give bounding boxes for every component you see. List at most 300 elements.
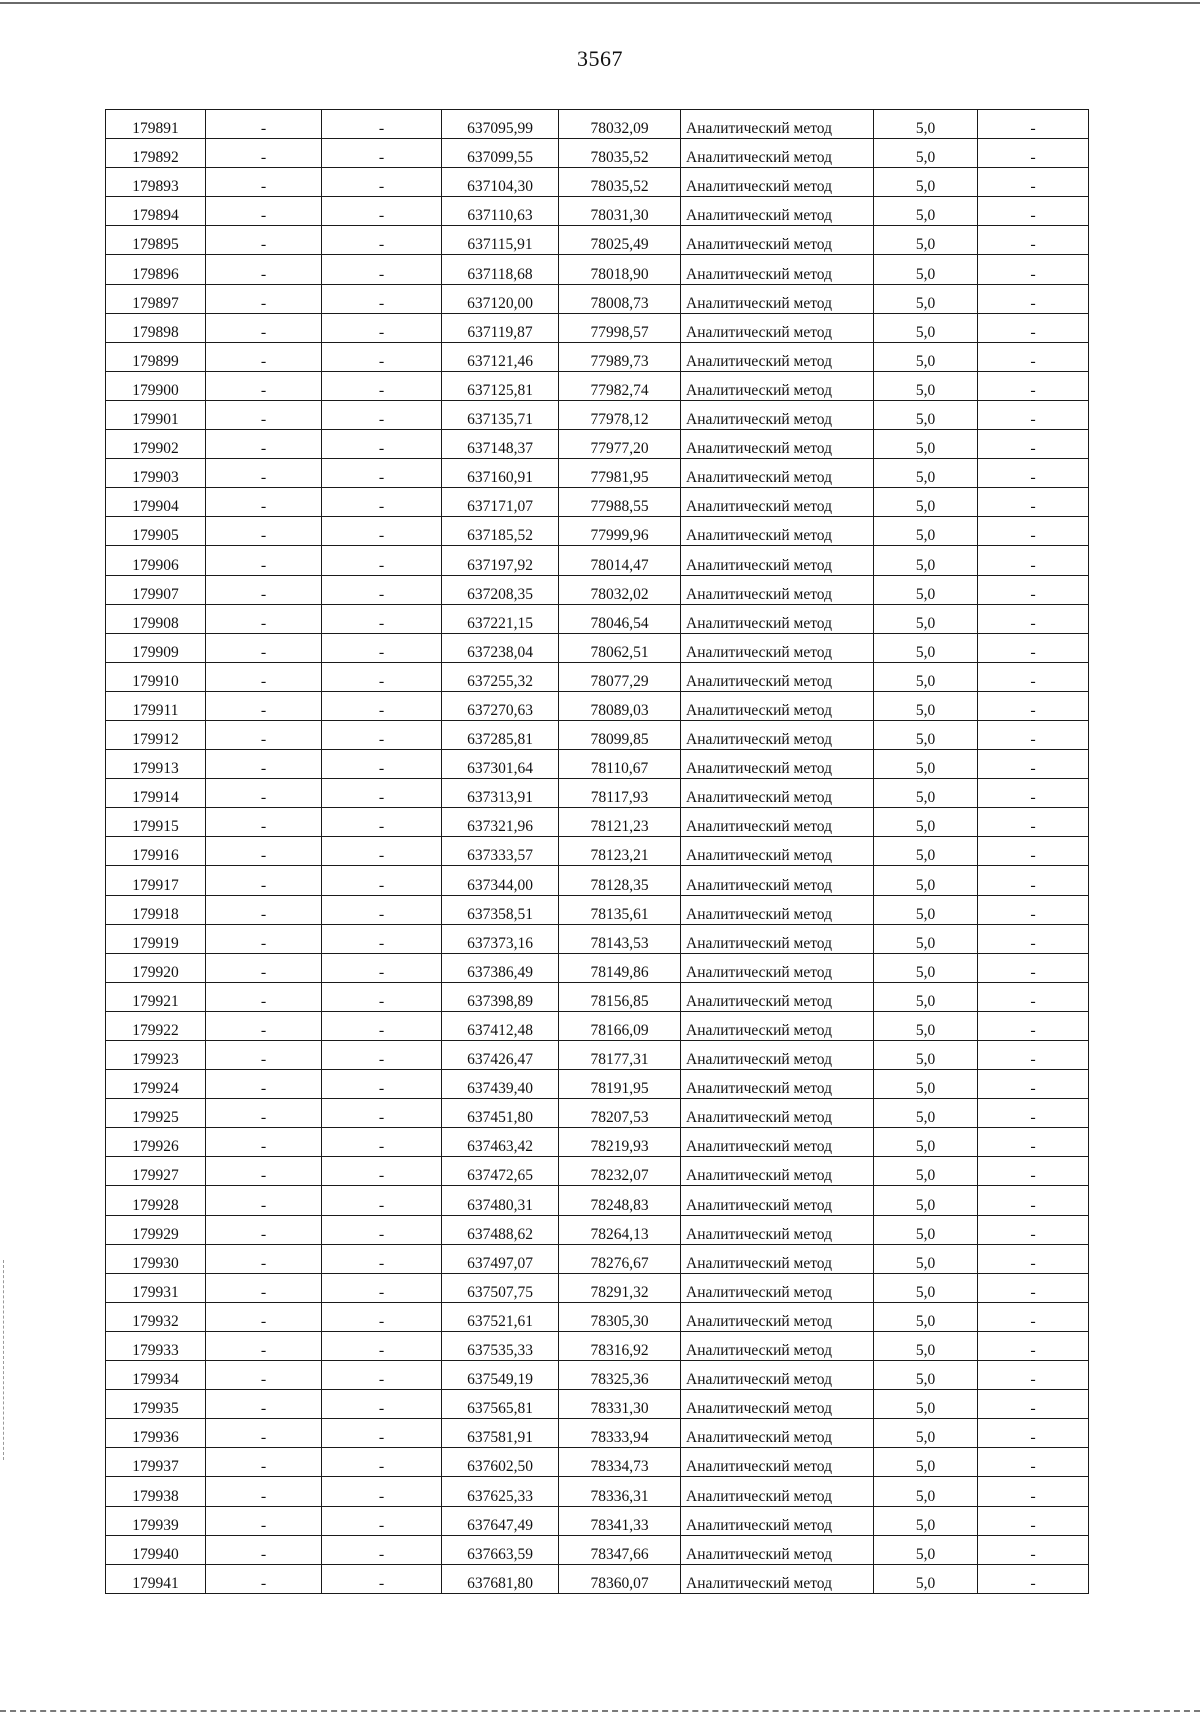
- col3-cell: -: [322, 895, 442, 924]
- y-coordinate-cell: 78032,09: [559, 110, 681, 139]
- col8-cell: -: [978, 342, 1089, 371]
- point-number-cell: 179936: [106, 1419, 206, 1448]
- col8-cell: -: [978, 1419, 1089, 1448]
- col8-cell: -: [978, 1477, 1089, 1506]
- y-coordinate-cell: 78035,52: [559, 168, 681, 197]
- x-coordinate-cell: 637120,00: [442, 284, 559, 313]
- y-coordinate-cell: 77998,57: [559, 313, 681, 342]
- x-coordinate-cell: 637535,33: [442, 1331, 559, 1360]
- col8-cell: -: [978, 895, 1089, 924]
- accuracy-cell: 5,0: [874, 1302, 978, 1331]
- x-coordinate-cell: 637521,61: [442, 1302, 559, 1331]
- table-row: [106, 1215, 1089, 1244]
- col8-cell: -: [978, 1361, 1089, 1390]
- col2-cell: -: [206, 866, 322, 895]
- accuracy-cell: 5,0: [874, 866, 978, 895]
- col2-cell: -: [206, 400, 322, 429]
- y-coordinate-cell: 77988,55: [559, 488, 681, 517]
- accuracy-cell: 5,0: [874, 430, 978, 459]
- col3-cell: -: [322, 924, 442, 953]
- method-cell: Аналитический метод: [681, 1390, 874, 1419]
- col2-cell: -: [206, 546, 322, 575]
- point-number-cell: 179917: [106, 866, 206, 895]
- method-cell: Аналитический метод: [681, 1477, 874, 1506]
- col8-cell: -: [978, 662, 1089, 691]
- point-number-cell: 179904: [106, 488, 206, 517]
- col2-cell: -: [206, 1273, 322, 1302]
- col8-cell: -: [978, 1128, 1089, 1157]
- x-coordinate-cell: 637344,00: [442, 866, 559, 895]
- col8-cell: -: [978, 517, 1089, 546]
- col3-cell: -: [322, 1564, 442, 1593]
- col3-cell: -: [322, 371, 442, 400]
- x-coordinate-cell: 637625,33: [442, 1477, 559, 1506]
- col3-cell: -: [322, 1331, 442, 1360]
- method-cell: Аналитический метод: [681, 430, 874, 459]
- method-cell: Аналитический метод: [681, 808, 874, 837]
- col2-cell: -: [206, 691, 322, 720]
- point-number-cell: 179902: [106, 430, 206, 459]
- method-cell: Аналитический метод: [681, 459, 874, 488]
- point-number-cell: 179921: [106, 982, 206, 1011]
- col2-cell: -: [206, 488, 322, 517]
- col2-cell: -: [206, 1564, 322, 1593]
- col8-cell: -: [978, 633, 1089, 662]
- col8-cell: -: [978, 837, 1089, 866]
- point-number-cell: 179919: [106, 924, 206, 953]
- y-coordinate-cell: 78276,67: [559, 1244, 681, 1273]
- col8-cell: -: [978, 1535, 1089, 1564]
- x-coordinate-cell: 637663,59: [442, 1535, 559, 1564]
- table-row: [106, 1099, 1089, 1128]
- col3-cell: -: [322, 430, 442, 459]
- y-coordinate-cell: 78325,36: [559, 1361, 681, 1390]
- col3-cell: -: [322, 1011, 442, 1040]
- x-coordinate-cell: 637119,87: [442, 313, 559, 342]
- col2-cell: -: [206, 1215, 322, 1244]
- point-number-cell: 179929: [106, 1215, 206, 1244]
- accuracy-cell: 5,0: [874, 837, 978, 866]
- method-cell: Аналитический метод: [681, 1186, 874, 1215]
- col2-cell: -: [206, 837, 322, 866]
- coordinates-table: [105, 109, 1089, 1594]
- point-number-cell: 179922: [106, 1011, 206, 1040]
- col8-cell: -: [978, 1331, 1089, 1360]
- accuracy-cell: 5,0: [874, 895, 978, 924]
- point-number-cell: 179939: [106, 1506, 206, 1535]
- col3-cell: -: [322, 1215, 442, 1244]
- col8-cell: -: [978, 197, 1089, 226]
- table-row: [106, 459, 1089, 488]
- y-coordinate-cell: 78334,73: [559, 1448, 681, 1477]
- y-coordinate-cell: 78207,53: [559, 1099, 681, 1128]
- table-row: [106, 284, 1089, 313]
- col8-cell: -: [978, 750, 1089, 779]
- x-coordinate-cell: 637463,42: [442, 1128, 559, 1157]
- col3-cell: -: [322, 866, 442, 895]
- col3-cell: -: [322, 139, 442, 168]
- table-row: [106, 371, 1089, 400]
- col8-cell: -: [978, 1215, 1089, 1244]
- point-number-cell: 179908: [106, 604, 206, 633]
- y-coordinate-cell: 78143,53: [559, 924, 681, 953]
- point-number-cell: 179926: [106, 1128, 206, 1157]
- method-cell: Аналитический метод: [681, 633, 874, 662]
- y-coordinate-cell: 78156,85: [559, 982, 681, 1011]
- x-coordinate-cell: 637313,91: [442, 779, 559, 808]
- x-coordinate-cell: 637171,07: [442, 488, 559, 517]
- table-row: [106, 1157, 1089, 1186]
- accuracy-cell: 5,0: [874, 139, 978, 168]
- accuracy-cell: 5,0: [874, 255, 978, 284]
- col2-cell: -: [206, 779, 322, 808]
- y-coordinate-cell: 78117,93: [559, 779, 681, 808]
- col2-cell: -: [206, 1331, 322, 1360]
- col3-cell: -: [322, 982, 442, 1011]
- col3-cell: -: [322, 604, 442, 633]
- col3-cell: -: [322, 633, 442, 662]
- method-cell: Аналитический метод: [681, 1448, 874, 1477]
- method-cell: Аналитический метод: [681, 284, 874, 313]
- point-number-cell: 179897: [106, 284, 206, 313]
- method-cell: Аналитический метод: [681, 837, 874, 866]
- col3-cell: -: [322, 1157, 442, 1186]
- y-coordinate-cell: 78025,49: [559, 226, 681, 255]
- x-coordinate-cell: 637115,91: [442, 226, 559, 255]
- col8-cell: -: [978, 400, 1089, 429]
- y-coordinate-cell: 77977,20: [559, 430, 681, 459]
- x-coordinate-cell: 637507,75: [442, 1273, 559, 1302]
- table-row: [106, 1041, 1089, 1070]
- table-row: [106, 779, 1089, 808]
- accuracy-cell: 5,0: [874, 459, 978, 488]
- col2-cell: -: [206, 1390, 322, 1419]
- y-coordinate-cell: 78018,90: [559, 255, 681, 284]
- accuracy-cell: 5,0: [874, 953, 978, 982]
- method-cell: Аналитический метод: [681, 1099, 874, 1128]
- point-number-cell: 179920: [106, 953, 206, 982]
- table-row: [106, 546, 1089, 575]
- point-number-cell: 179932: [106, 1302, 206, 1331]
- scan-edge-top: [0, 2, 1200, 4]
- accuracy-cell: 5,0: [874, 1244, 978, 1273]
- accuracy-cell: 5,0: [874, 808, 978, 837]
- x-coordinate-cell: 637451,80: [442, 1099, 559, 1128]
- y-coordinate-cell: 78336,31: [559, 1477, 681, 1506]
- y-coordinate-cell: 78089,03: [559, 691, 681, 720]
- col3-cell: -: [322, 1099, 442, 1128]
- method-cell: Аналитический метод: [681, 1157, 874, 1186]
- col3-cell: -: [322, 1244, 442, 1273]
- col2-cell: -: [206, 1099, 322, 1128]
- table-row: [106, 517, 1089, 546]
- accuracy-cell: 5,0: [874, 1564, 978, 1593]
- scan-edge-bottom: [0, 1710, 1200, 1712]
- y-coordinate-cell: 77978,12: [559, 400, 681, 429]
- col3-cell: -: [322, 1506, 442, 1535]
- method-cell: Аналитический метод: [681, 953, 874, 982]
- point-number-cell: 179893: [106, 168, 206, 197]
- y-coordinate-cell: 78077,29: [559, 662, 681, 691]
- table-row: [106, 1128, 1089, 1157]
- col8-cell: -: [978, 953, 1089, 982]
- point-number-cell: 179934: [106, 1361, 206, 1390]
- accuracy-cell: 5,0: [874, 517, 978, 546]
- point-number-cell: 179901: [106, 400, 206, 429]
- col3-cell: -: [322, 837, 442, 866]
- col2-cell: -: [206, 284, 322, 313]
- accuracy-cell: 5,0: [874, 1535, 978, 1564]
- col3-cell: -: [322, 400, 442, 429]
- x-coordinate-cell: 637099,55: [442, 139, 559, 168]
- col8-cell: -: [978, 1564, 1089, 1593]
- col2-cell: -: [206, 459, 322, 488]
- point-number-cell: 179937: [106, 1448, 206, 1477]
- col8-cell: -: [978, 371, 1089, 400]
- accuracy-cell: 5,0: [874, 371, 978, 400]
- col8-cell: -: [978, 546, 1089, 575]
- col8-cell: -: [978, 1273, 1089, 1302]
- accuracy-cell: 5,0: [874, 1041, 978, 1070]
- point-number-cell: 179910: [106, 662, 206, 691]
- accuracy-cell: 5,0: [874, 1157, 978, 1186]
- col8-cell: -: [978, 1390, 1089, 1419]
- accuracy-cell: 5,0: [874, 1331, 978, 1360]
- table-row: [106, 1302, 1089, 1331]
- col8-cell: -: [978, 488, 1089, 517]
- y-coordinate-cell: 78128,35: [559, 866, 681, 895]
- x-coordinate-cell: 637110,63: [442, 197, 559, 226]
- col3-cell: -: [322, 313, 442, 342]
- point-number-cell: 179896: [106, 255, 206, 284]
- table-row: [106, 982, 1089, 1011]
- method-cell: Аналитический метод: [681, 1564, 874, 1593]
- col2-cell: -: [206, 1070, 322, 1099]
- accuracy-cell: 5,0: [874, 400, 978, 429]
- y-coordinate-cell: 78135,61: [559, 895, 681, 924]
- table-row: [106, 604, 1089, 633]
- x-coordinate-cell: 637602,50: [442, 1448, 559, 1477]
- accuracy-cell: 5,0: [874, 1070, 978, 1099]
- y-coordinate-cell: 78360,07: [559, 1564, 681, 1593]
- method-cell: Аналитический метод: [681, 197, 874, 226]
- point-number-cell: 179899: [106, 342, 206, 371]
- point-number-cell: 179915: [106, 808, 206, 837]
- table-row: [106, 168, 1089, 197]
- table-row: [106, 1506, 1089, 1535]
- accuracy-cell: 5,0: [874, 779, 978, 808]
- accuracy-cell: 5,0: [874, 1099, 978, 1128]
- col2-cell: -: [206, 575, 322, 604]
- method-cell: Аналитический метод: [681, 604, 874, 633]
- point-number-cell: 179892: [106, 139, 206, 168]
- x-coordinate-cell: 637497,07: [442, 1244, 559, 1273]
- y-coordinate-cell: 78110,67: [559, 750, 681, 779]
- method-cell: Аналитический метод: [681, 546, 874, 575]
- col3-cell: -: [322, 1070, 442, 1099]
- col8-cell: -: [978, 110, 1089, 139]
- y-coordinate-cell: 78032,02: [559, 575, 681, 604]
- col8-cell: -: [978, 982, 1089, 1011]
- y-coordinate-cell: 78291,32: [559, 1273, 681, 1302]
- col8-cell: -: [978, 255, 1089, 284]
- col2-cell: -: [206, 168, 322, 197]
- col2-cell: -: [206, 255, 322, 284]
- accuracy-cell: 5,0: [874, 604, 978, 633]
- table-row: [106, 895, 1089, 924]
- col2-cell: -: [206, 1157, 322, 1186]
- accuracy-cell: 5,0: [874, 197, 978, 226]
- col2-cell: -: [206, 720, 322, 749]
- y-coordinate-cell: 78264,13: [559, 1215, 681, 1244]
- table-row: [106, 110, 1089, 139]
- col8-cell: -: [978, 1448, 1089, 1477]
- col2-cell: -: [206, 1535, 322, 1564]
- y-coordinate-cell: 78232,07: [559, 1157, 681, 1186]
- method-cell: Аналитический метод: [681, 866, 874, 895]
- col8-cell: -: [978, 691, 1089, 720]
- point-number-cell: 179931: [106, 1273, 206, 1302]
- x-coordinate-cell: 637439,40: [442, 1070, 559, 1099]
- col3-cell: -: [322, 575, 442, 604]
- col8-cell: -: [978, 168, 1089, 197]
- x-coordinate-cell: 637104,30: [442, 168, 559, 197]
- col2-cell: -: [206, 1244, 322, 1273]
- col2-cell: -: [206, 604, 322, 633]
- method-cell: Аналитический метод: [681, 1506, 874, 1535]
- col3-cell: -: [322, 720, 442, 749]
- x-coordinate-cell: 637647,49: [442, 1506, 559, 1535]
- col8-cell: -: [978, 779, 1089, 808]
- y-coordinate-cell: 78316,92: [559, 1331, 681, 1360]
- table-row: [106, 255, 1089, 284]
- point-number-cell: 179916: [106, 837, 206, 866]
- x-coordinate-cell: 637358,51: [442, 895, 559, 924]
- method-cell: Аналитический метод: [681, 1273, 874, 1302]
- method-cell: Аналитический метод: [681, 1535, 874, 1564]
- x-coordinate-cell: 637270,63: [442, 691, 559, 720]
- method-cell: Аналитический метод: [681, 982, 874, 1011]
- point-number-cell: 179935: [106, 1390, 206, 1419]
- accuracy-cell: 5,0: [874, 226, 978, 255]
- point-number-cell: 179930: [106, 1244, 206, 1273]
- col3-cell: -: [322, 226, 442, 255]
- col2-cell: -: [206, 1506, 322, 1535]
- col8-cell: -: [978, 430, 1089, 459]
- col3-cell: -: [322, 546, 442, 575]
- point-number-cell: 179909: [106, 633, 206, 662]
- method-cell: Аналитический метод: [681, 139, 874, 168]
- x-coordinate-cell: 637197,92: [442, 546, 559, 575]
- col2-cell: -: [206, 633, 322, 662]
- y-coordinate-cell: 78031,30: [559, 197, 681, 226]
- method-cell: Аналитический метод: [681, 168, 874, 197]
- y-coordinate-cell: 78149,86: [559, 953, 681, 982]
- point-number-cell: 179940: [106, 1535, 206, 1564]
- col3-cell: -: [322, 1273, 442, 1302]
- accuracy-cell: 5,0: [874, 1215, 978, 1244]
- accuracy-cell: 5,0: [874, 342, 978, 371]
- point-number-cell: 179894: [106, 197, 206, 226]
- col3-cell: -: [322, 1302, 442, 1331]
- col2-cell: -: [206, 924, 322, 953]
- table-row: [106, 575, 1089, 604]
- y-coordinate-cell: 78035,52: [559, 139, 681, 168]
- col3-cell: -: [322, 1361, 442, 1390]
- coordinates-table-body: [106, 110, 1089, 1594]
- col3-cell: -: [322, 808, 442, 837]
- accuracy-cell: 5,0: [874, 1448, 978, 1477]
- y-coordinate-cell: 78062,51: [559, 633, 681, 662]
- accuracy-cell: 5,0: [874, 1390, 978, 1419]
- accuracy-cell: 5,0: [874, 1361, 978, 1390]
- accuracy-cell: 5,0: [874, 924, 978, 953]
- x-coordinate-cell: 637321,96: [442, 808, 559, 837]
- table-row: [106, 400, 1089, 429]
- accuracy-cell: 5,0: [874, 1011, 978, 1040]
- x-coordinate-cell: 637549,19: [442, 1361, 559, 1390]
- x-coordinate-cell: 637333,57: [442, 837, 559, 866]
- method-cell: Аналитический метод: [681, 1244, 874, 1273]
- col3-cell: -: [322, 1128, 442, 1157]
- y-coordinate-cell: 78121,23: [559, 808, 681, 837]
- accuracy-cell: 5,0: [874, 750, 978, 779]
- accuracy-cell: 5,0: [874, 691, 978, 720]
- accuracy-cell: 5,0: [874, 575, 978, 604]
- y-coordinate-cell: 78014,47: [559, 546, 681, 575]
- col2-cell: -: [206, 953, 322, 982]
- col3-cell: -: [322, 197, 442, 226]
- col8-cell: -: [978, 604, 1089, 633]
- table-row: [106, 1564, 1089, 1593]
- col3-cell: -: [322, 459, 442, 488]
- col2-cell: -: [206, 1128, 322, 1157]
- table-row: [106, 1390, 1089, 1419]
- point-number-cell: 179918: [106, 895, 206, 924]
- point-number-cell: 179911: [106, 691, 206, 720]
- point-number-cell: 179913: [106, 750, 206, 779]
- x-coordinate-cell: 637681,80: [442, 1564, 559, 1593]
- col3-cell: -: [322, 953, 442, 982]
- point-number-cell: 179906: [106, 546, 206, 575]
- method-cell: Аналитический метод: [681, 1361, 874, 1390]
- col2-cell: -: [206, 226, 322, 255]
- x-coordinate-cell: 637581,91: [442, 1419, 559, 1448]
- col3-cell: -: [322, 779, 442, 808]
- table-row: [106, 430, 1089, 459]
- col2-cell: -: [206, 808, 322, 837]
- col2-cell: -: [206, 1041, 322, 1070]
- col2-cell: -: [206, 1361, 322, 1390]
- x-coordinate-cell: 637160,91: [442, 459, 559, 488]
- y-coordinate-cell: 78341,33: [559, 1506, 681, 1535]
- method-cell: Аналитический метод: [681, 1041, 874, 1070]
- x-coordinate-cell: 637238,04: [442, 633, 559, 662]
- method-cell: Аналитический метод: [681, 1419, 874, 1448]
- x-coordinate-cell: 637208,35: [442, 575, 559, 604]
- table-row: [106, 866, 1089, 895]
- x-coordinate-cell: 637426,47: [442, 1041, 559, 1070]
- table-row: [106, 1477, 1089, 1506]
- table-row: [106, 197, 1089, 226]
- table-row: [106, 691, 1089, 720]
- page-number: 3567: [577, 46, 623, 71]
- accuracy-cell: 5,0: [874, 313, 978, 342]
- method-cell: Аналитический метод: [681, 1302, 874, 1331]
- point-number-cell: 179891: [106, 110, 206, 139]
- point-number-cell: 179903: [106, 459, 206, 488]
- method-cell: Аналитический метод: [681, 575, 874, 604]
